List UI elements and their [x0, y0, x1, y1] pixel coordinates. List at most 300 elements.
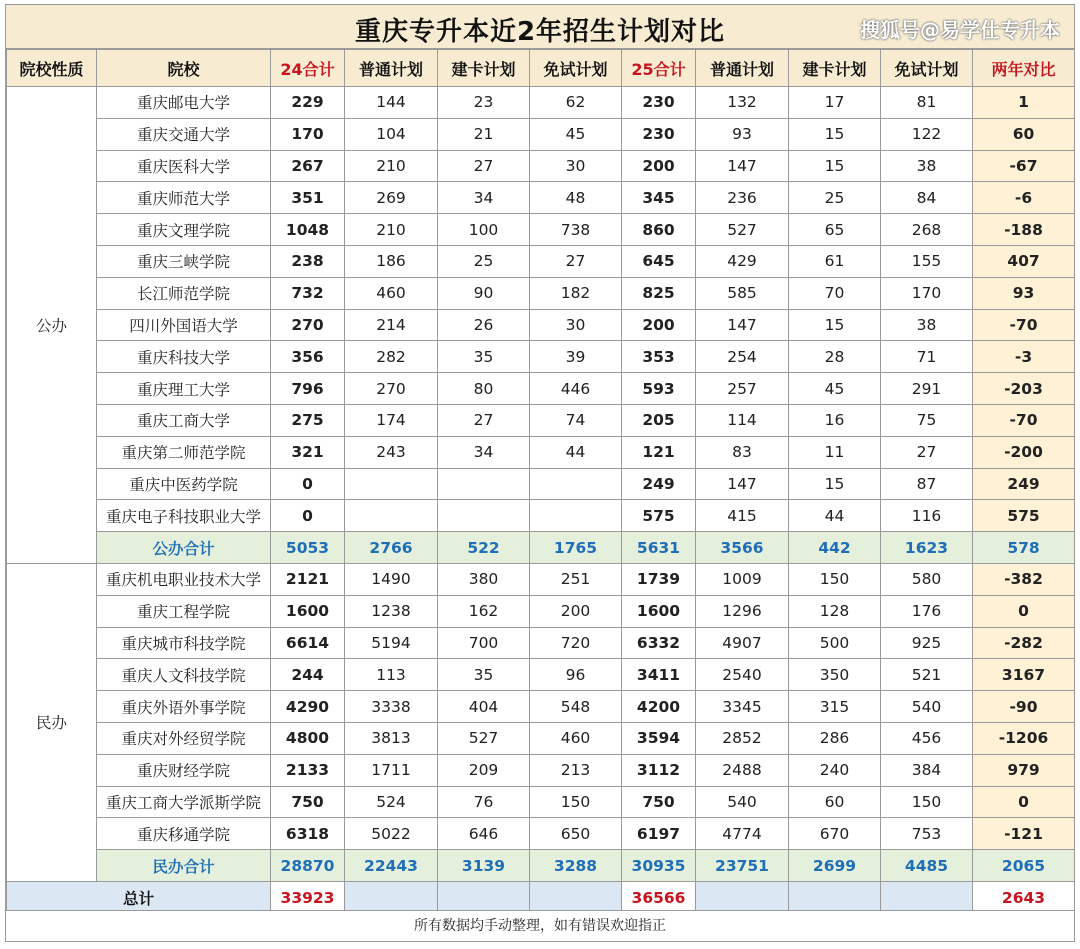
value-cell: 147 — [696, 150, 789, 182]
table-row — [7, 87, 1075, 119]
subtotal-value: 2766 — [345, 532, 438, 564]
value-cell: 26 — [438, 309, 530, 341]
value-cell: 249 — [973, 468, 1075, 500]
value-cell: 205 — [622, 404, 696, 436]
value-cell: 4907 — [696, 627, 789, 659]
value-cell: 155 — [881, 245, 973, 277]
subtotal-value: 5053 — [271, 532, 345, 564]
page-title: 重庆专升本近2年招生计划对比 — [354, 17, 726, 47]
value-cell: 446 — [530, 373, 622, 405]
value-cell: 96 — [530, 659, 622, 691]
value-cell: 645 — [622, 245, 696, 277]
source-tag: 搜狐号@易学仕专升本 — [860, 18, 1060, 42]
value-cell: 404 — [438, 691, 530, 723]
value-cell: 116 — [881, 500, 973, 532]
value-cell: 646 — [438, 818, 530, 850]
value-cell: 291 — [881, 373, 973, 405]
value-cell: 353 — [622, 341, 696, 373]
table-row — [7, 118, 1075, 150]
value-cell: 282 — [345, 341, 438, 373]
value-cell: 1600 — [271, 595, 345, 627]
value-cell: 460 — [530, 722, 622, 754]
school-nature-cell: 公办 — [7, 87, 97, 564]
value-cell: -200 — [973, 436, 1075, 468]
subtotal-value: 28870 — [271, 850, 345, 882]
title-bar — [6, 5, 1074, 49]
value-cell: 0 — [973, 786, 1075, 818]
value-cell: 1009 — [696, 563, 789, 595]
school-name-cell: 重庆移通学院 — [97, 818, 271, 850]
value-cell: 3345 — [696, 691, 789, 723]
value-cell: 249 — [622, 468, 696, 500]
column-header: 免试计划 — [881, 50, 973, 87]
table-row — [7, 659, 1075, 691]
value-cell: 575 — [622, 500, 696, 532]
value-cell: 243 — [345, 436, 438, 468]
value-cell — [438, 468, 530, 500]
table-row — [7, 500, 1075, 532]
value-cell: 5022 — [345, 818, 438, 850]
column-header: 免试计划 — [530, 50, 622, 87]
value-cell: 275 — [271, 404, 345, 436]
table-row — [7, 468, 1075, 500]
value-cell: -6 — [973, 182, 1075, 214]
value-cell: 90 — [438, 277, 530, 309]
value-cell: 176 — [881, 595, 973, 627]
value-cell: 62 — [530, 87, 622, 119]
value-cell: -67 — [973, 150, 1075, 182]
column-header: 建卡计划 — [789, 50, 881, 87]
school-name-cell: 重庆第二师范学院 — [97, 436, 271, 468]
value-cell: 4290 — [271, 691, 345, 723]
value-cell: 45 — [789, 373, 881, 405]
value-cell: 1 — [973, 87, 1075, 119]
value-cell: 25 — [438, 245, 530, 277]
value-cell: 460 — [345, 277, 438, 309]
value-cell: -382 — [973, 563, 1075, 595]
school-name-cell: 重庆财经学院 — [97, 754, 271, 786]
value-cell: 3112 — [622, 754, 696, 786]
value-cell: 575 — [973, 500, 1075, 532]
subtotal-value: 22443 — [345, 850, 438, 882]
value-cell: 15 — [789, 150, 881, 182]
value-cell: 286 — [789, 722, 881, 754]
value-cell: 35 — [438, 341, 530, 373]
value-cell: 44 — [789, 500, 881, 532]
value-cell: 732 — [271, 277, 345, 309]
value-cell: 150 — [530, 786, 622, 818]
value-cell: 114 — [696, 404, 789, 436]
value-cell: 1600 — [622, 595, 696, 627]
value-cell: 21 — [438, 118, 530, 150]
value-cell: 3594 — [622, 722, 696, 754]
school-name-cell: 重庆医科大学 — [97, 150, 271, 182]
value-cell: 48 — [530, 182, 622, 214]
value-cell: 11 — [789, 436, 881, 468]
school-name-cell: 重庆师范大学 — [97, 182, 271, 214]
school-name-cell: 重庆邮电大学 — [97, 87, 271, 119]
value-cell: 70 — [789, 277, 881, 309]
value-cell: 27 — [438, 404, 530, 436]
value-cell: 238 — [271, 245, 345, 277]
value-cell: -121 — [973, 818, 1075, 850]
value-cell: 121 — [622, 436, 696, 468]
school-name-cell: 重庆电子科技职业大学 — [97, 500, 271, 532]
value-cell: 75 — [881, 404, 973, 436]
value-cell: 315 — [789, 691, 881, 723]
value-cell: 80 — [438, 373, 530, 405]
subtotal-value: 2065 — [973, 850, 1075, 882]
school-name-cell: 长江师范学院 — [97, 277, 271, 309]
value-cell: -1206 — [973, 722, 1075, 754]
value-cell: 38 — [881, 150, 973, 182]
value-cell: 30 — [530, 150, 622, 182]
school-name-cell: 重庆城市科技学院 — [97, 627, 271, 659]
table-row — [7, 309, 1075, 341]
value-cell: 415 — [696, 500, 789, 532]
value-cell: 15 — [789, 468, 881, 500]
subtotal-row — [7, 850, 1075, 882]
school-name-cell: 四川外国语大学 — [97, 309, 271, 341]
value-cell: 650 — [530, 818, 622, 850]
value-cell: 2540 — [696, 659, 789, 691]
value-cell: 1711 — [345, 754, 438, 786]
value-cell: 170 — [881, 277, 973, 309]
value-cell: 527 — [696, 214, 789, 246]
school-name-cell: 重庆中医药学院 — [97, 468, 271, 500]
value-cell: 2488 — [696, 754, 789, 786]
table-row — [7, 627, 1075, 659]
value-cell: 27 — [881, 436, 973, 468]
value-cell: 3813 — [345, 722, 438, 754]
subtotal-value: 442 — [789, 532, 881, 564]
value-cell: 150 — [881, 786, 973, 818]
school-name-cell: 重庆对外经贸学院 — [97, 722, 271, 754]
value-cell: 2121 — [271, 563, 345, 595]
value-cell: 128 — [789, 595, 881, 627]
table-row — [7, 563, 1075, 595]
value-cell: 720 — [530, 627, 622, 659]
value-cell: 270 — [345, 373, 438, 405]
value-cell: 3338 — [345, 691, 438, 723]
value-cell: 254 — [696, 341, 789, 373]
value-cell: 35 — [438, 659, 530, 691]
value-cell: 524 — [345, 786, 438, 818]
grand-total-25: 36566 — [622, 881, 696, 914]
value-cell: 380 — [438, 563, 530, 595]
value-cell: 825 — [622, 277, 696, 309]
value-cell: 186 — [345, 245, 438, 277]
school-name-cell: 重庆机电职业技术大学 — [97, 563, 271, 595]
school-name-cell: 重庆交通大学 — [97, 118, 271, 150]
value-cell: -70 — [973, 309, 1075, 341]
column-header: 两年对比 — [973, 50, 1075, 87]
subtotal-value: 3139 — [438, 850, 530, 882]
value-cell: 170 — [271, 118, 345, 150]
value-cell: 230 — [622, 87, 696, 119]
value-cell: 796 — [271, 373, 345, 405]
value-cell: 670 — [789, 818, 881, 850]
table-row — [7, 373, 1075, 405]
grand-total-diff: 2643 — [973, 881, 1075, 914]
column-header: 院校 — [97, 50, 271, 87]
value-cell — [530, 468, 622, 500]
value-cell: 122 — [881, 118, 973, 150]
value-cell: 6318 — [271, 818, 345, 850]
value-cell: 104 — [345, 118, 438, 150]
value-cell: 200 — [622, 309, 696, 341]
subtotal-value: 1765 — [530, 532, 622, 564]
value-cell: 321 — [271, 436, 345, 468]
value-cell: 34 — [438, 436, 530, 468]
school-name-cell: 重庆工商大学派斯学院 — [97, 786, 271, 818]
value-cell: 3411 — [622, 659, 696, 691]
value-cell: 540 — [696, 786, 789, 818]
value-cell: -90 — [973, 691, 1075, 723]
value-cell: 210 — [345, 214, 438, 246]
value-cell: 5194 — [345, 627, 438, 659]
subtotal-value: 23751 — [696, 850, 789, 882]
value-cell: -203 — [973, 373, 1075, 405]
table-header-row — [7, 50, 1075, 87]
value-cell: 229 — [271, 87, 345, 119]
value-cell: 860 — [622, 214, 696, 246]
value-cell: 2852 — [696, 722, 789, 754]
value-cell: 6614 — [271, 627, 345, 659]
value-cell: 527 — [438, 722, 530, 754]
value-cell: 61 — [789, 245, 881, 277]
column-header: 25合计 — [622, 50, 696, 87]
value-cell: 6197 — [622, 818, 696, 850]
value-cell: 384 — [881, 754, 973, 786]
grand-total-24: 33923 — [271, 881, 345, 914]
value-cell: 429 — [696, 245, 789, 277]
table-row — [7, 436, 1075, 468]
value-cell: 200 — [622, 150, 696, 182]
value-cell: 200 — [530, 595, 622, 627]
school-name-cell: 重庆人文科技学院 — [97, 659, 271, 691]
school-name-cell: 重庆科技大学 — [97, 341, 271, 373]
value-cell: 244 — [271, 659, 345, 691]
value-cell: 214 — [345, 309, 438, 341]
table-row — [7, 245, 1075, 277]
value-cell: 1048 — [271, 214, 345, 246]
value-cell: 162 — [438, 595, 530, 627]
value-cell: 4774 — [696, 818, 789, 850]
value-cell: 753 — [881, 818, 973, 850]
value-cell: 0 — [973, 595, 1075, 627]
value-cell: 182 — [530, 277, 622, 309]
value-cell: 230 — [622, 118, 696, 150]
value-cell: 356 — [271, 341, 345, 373]
value-cell: 6332 — [622, 627, 696, 659]
value-cell: 1238 — [345, 595, 438, 627]
value-cell: 16 — [789, 404, 881, 436]
value-cell: 39 — [530, 341, 622, 373]
value-cell: 240 — [789, 754, 881, 786]
subtotal-value: 3566 — [696, 532, 789, 564]
value-cell: 132 — [696, 87, 789, 119]
value-cell: 34 — [438, 182, 530, 214]
value-cell: 2133 — [271, 754, 345, 786]
value-cell: 269 — [345, 182, 438, 214]
value-cell: 83 — [696, 436, 789, 468]
value-cell: 15 — [789, 118, 881, 150]
value-cell: 113 — [345, 659, 438, 691]
value-cell: 4200 — [622, 691, 696, 723]
value-cell: 456 — [881, 722, 973, 754]
value-cell: -282 — [973, 627, 1075, 659]
value-cell — [530, 500, 622, 532]
subtotal-value: 3288 — [530, 850, 622, 882]
value-cell: 268 — [881, 214, 973, 246]
column-header: 院校性质 — [7, 50, 97, 87]
value-cell: 60 — [789, 786, 881, 818]
value-cell: 580 — [881, 563, 973, 595]
value-cell: 93 — [973, 277, 1075, 309]
value-cell: 1739 — [622, 563, 696, 595]
table-row — [7, 214, 1075, 246]
table-body — [7, 87, 1075, 915]
value-cell: 38 — [881, 309, 973, 341]
value-cell: 521 — [881, 659, 973, 691]
subtotal-value: 4485 — [881, 850, 973, 882]
value-cell: -3 — [973, 341, 1075, 373]
value-cell: 174 — [345, 404, 438, 436]
subtotal-value: 30935 — [622, 850, 696, 882]
subtotal-value: 522 — [438, 532, 530, 564]
value-cell: 267 — [271, 150, 345, 182]
value-cell: 76 — [438, 786, 530, 818]
value-cell: 44 — [530, 436, 622, 468]
table-row — [7, 150, 1075, 182]
value-cell: 147 — [696, 468, 789, 500]
value-cell: 60 — [973, 118, 1075, 150]
value-cell — [438, 500, 530, 532]
value-cell: 585 — [696, 277, 789, 309]
value-cell: 1296 — [696, 595, 789, 627]
subtotal-label: 民办合计 — [97, 850, 271, 882]
value-cell: 270 — [271, 309, 345, 341]
value-cell: 345 — [622, 182, 696, 214]
table-row — [7, 182, 1075, 214]
table-row — [7, 341, 1075, 373]
value-cell: 0 — [271, 500, 345, 532]
subtotal-row — [7, 532, 1075, 564]
school-name-cell: 重庆外语外事学院 — [97, 691, 271, 723]
table-row — [7, 786, 1075, 818]
value-cell: 28 — [789, 341, 881, 373]
value-cell: 350 — [789, 659, 881, 691]
school-name-cell: 重庆理工大学 — [97, 373, 271, 405]
value-cell: 407 — [973, 245, 1075, 277]
value-cell: 979 — [973, 754, 1075, 786]
column-header: 普通计划 — [345, 50, 438, 87]
subtotal-label: 公办合计 — [97, 532, 271, 564]
value-cell: 540 — [881, 691, 973, 723]
value-cell: 25 — [789, 182, 881, 214]
value-cell: 351 — [271, 182, 345, 214]
column-header: 建卡计划 — [438, 50, 530, 87]
school-name-cell: 重庆工程学院 — [97, 595, 271, 627]
subtotal-value: 1623 — [881, 532, 973, 564]
table-row — [7, 691, 1075, 723]
value-cell: 65 — [789, 214, 881, 246]
value-cell: 251 — [530, 563, 622, 595]
value-cell: 84 — [881, 182, 973, 214]
value-cell: 27 — [530, 245, 622, 277]
value-cell: 87 — [881, 468, 973, 500]
value-cell: 71 — [881, 341, 973, 373]
value-cell: -188 — [973, 214, 1075, 246]
value-cell: 81 — [881, 87, 973, 119]
table-row — [7, 754, 1075, 786]
column-header: 24合计 — [271, 50, 345, 87]
school-name-cell: 重庆文理学院 — [97, 214, 271, 246]
table-row — [7, 404, 1075, 436]
value-cell — [345, 500, 438, 532]
school-name-cell: 重庆工商大学 — [97, 404, 271, 436]
grand-total-label: 总计 — [7, 881, 271, 914]
footer-note: 所有数据均手动整理，如有错误欢迎指正 — [6, 910, 1074, 941]
school-nature-cell: 民办 — [7, 563, 97, 881]
plan-comparison-sheet — [5, 4, 1075, 942]
value-cell: 257 — [696, 373, 789, 405]
value-cell: 750 — [622, 786, 696, 818]
value-cell: -70 — [973, 404, 1075, 436]
table-row — [7, 722, 1075, 754]
value-cell: 17 — [789, 87, 881, 119]
table-row — [7, 818, 1075, 850]
subtotal-value: 2699 — [789, 850, 881, 882]
value-cell: 210 — [345, 150, 438, 182]
admission-plan-table — [6, 49, 1075, 915]
value-cell: 1490 — [345, 563, 438, 595]
value-cell: 144 — [345, 87, 438, 119]
value-cell: 4800 — [271, 722, 345, 754]
value-cell — [345, 468, 438, 500]
value-cell: 150 — [789, 563, 881, 595]
value-cell: 30 — [530, 309, 622, 341]
value-cell: 213 — [530, 754, 622, 786]
value-cell: 593 — [622, 373, 696, 405]
value-cell: 93 — [696, 118, 789, 150]
value-cell: 738 — [530, 214, 622, 246]
table-row — [7, 595, 1075, 627]
value-cell: 209 — [438, 754, 530, 786]
subtotal-value: 578 — [973, 532, 1075, 564]
value-cell: 548 — [530, 691, 622, 723]
value-cell: 23 — [438, 87, 530, 119]
value-cell: 15 — [789, 309, 881, 341]
value-cell: 236 — [696, 182, 789, 214]
value-cell: 0 — [271, 468, 345, 500]
value-cell: 45 — [530, 118, 622, 150]
value-cell: 147 — [696, 309, 789, 341]
value-cell: 750 — [271, 786, 345, 818]
value-cell: 500 — [789, 627, 881, 659]
value-cell: 27 — [438, 150, 530, 182]
value-cell: 100 — [438, 214, 530, 246]
value-cell: 3167 — [973, 659, 1075, 691]
value-cell: 700 — [438, 627, 530, 659]
table-row — [7, 277, 1075, 309]
school-name-cell: 重庆三峡学院 — [97, 245, 271, 277]
value-cell: 925 — [881, 627, 973, 659]
column-header: 普通计划 — [696, 50, 789, 87]
subtotal-value: 5631 — [622, 532, 696, 564]
value-cell: 74 — [530, 404, 622, 436]
